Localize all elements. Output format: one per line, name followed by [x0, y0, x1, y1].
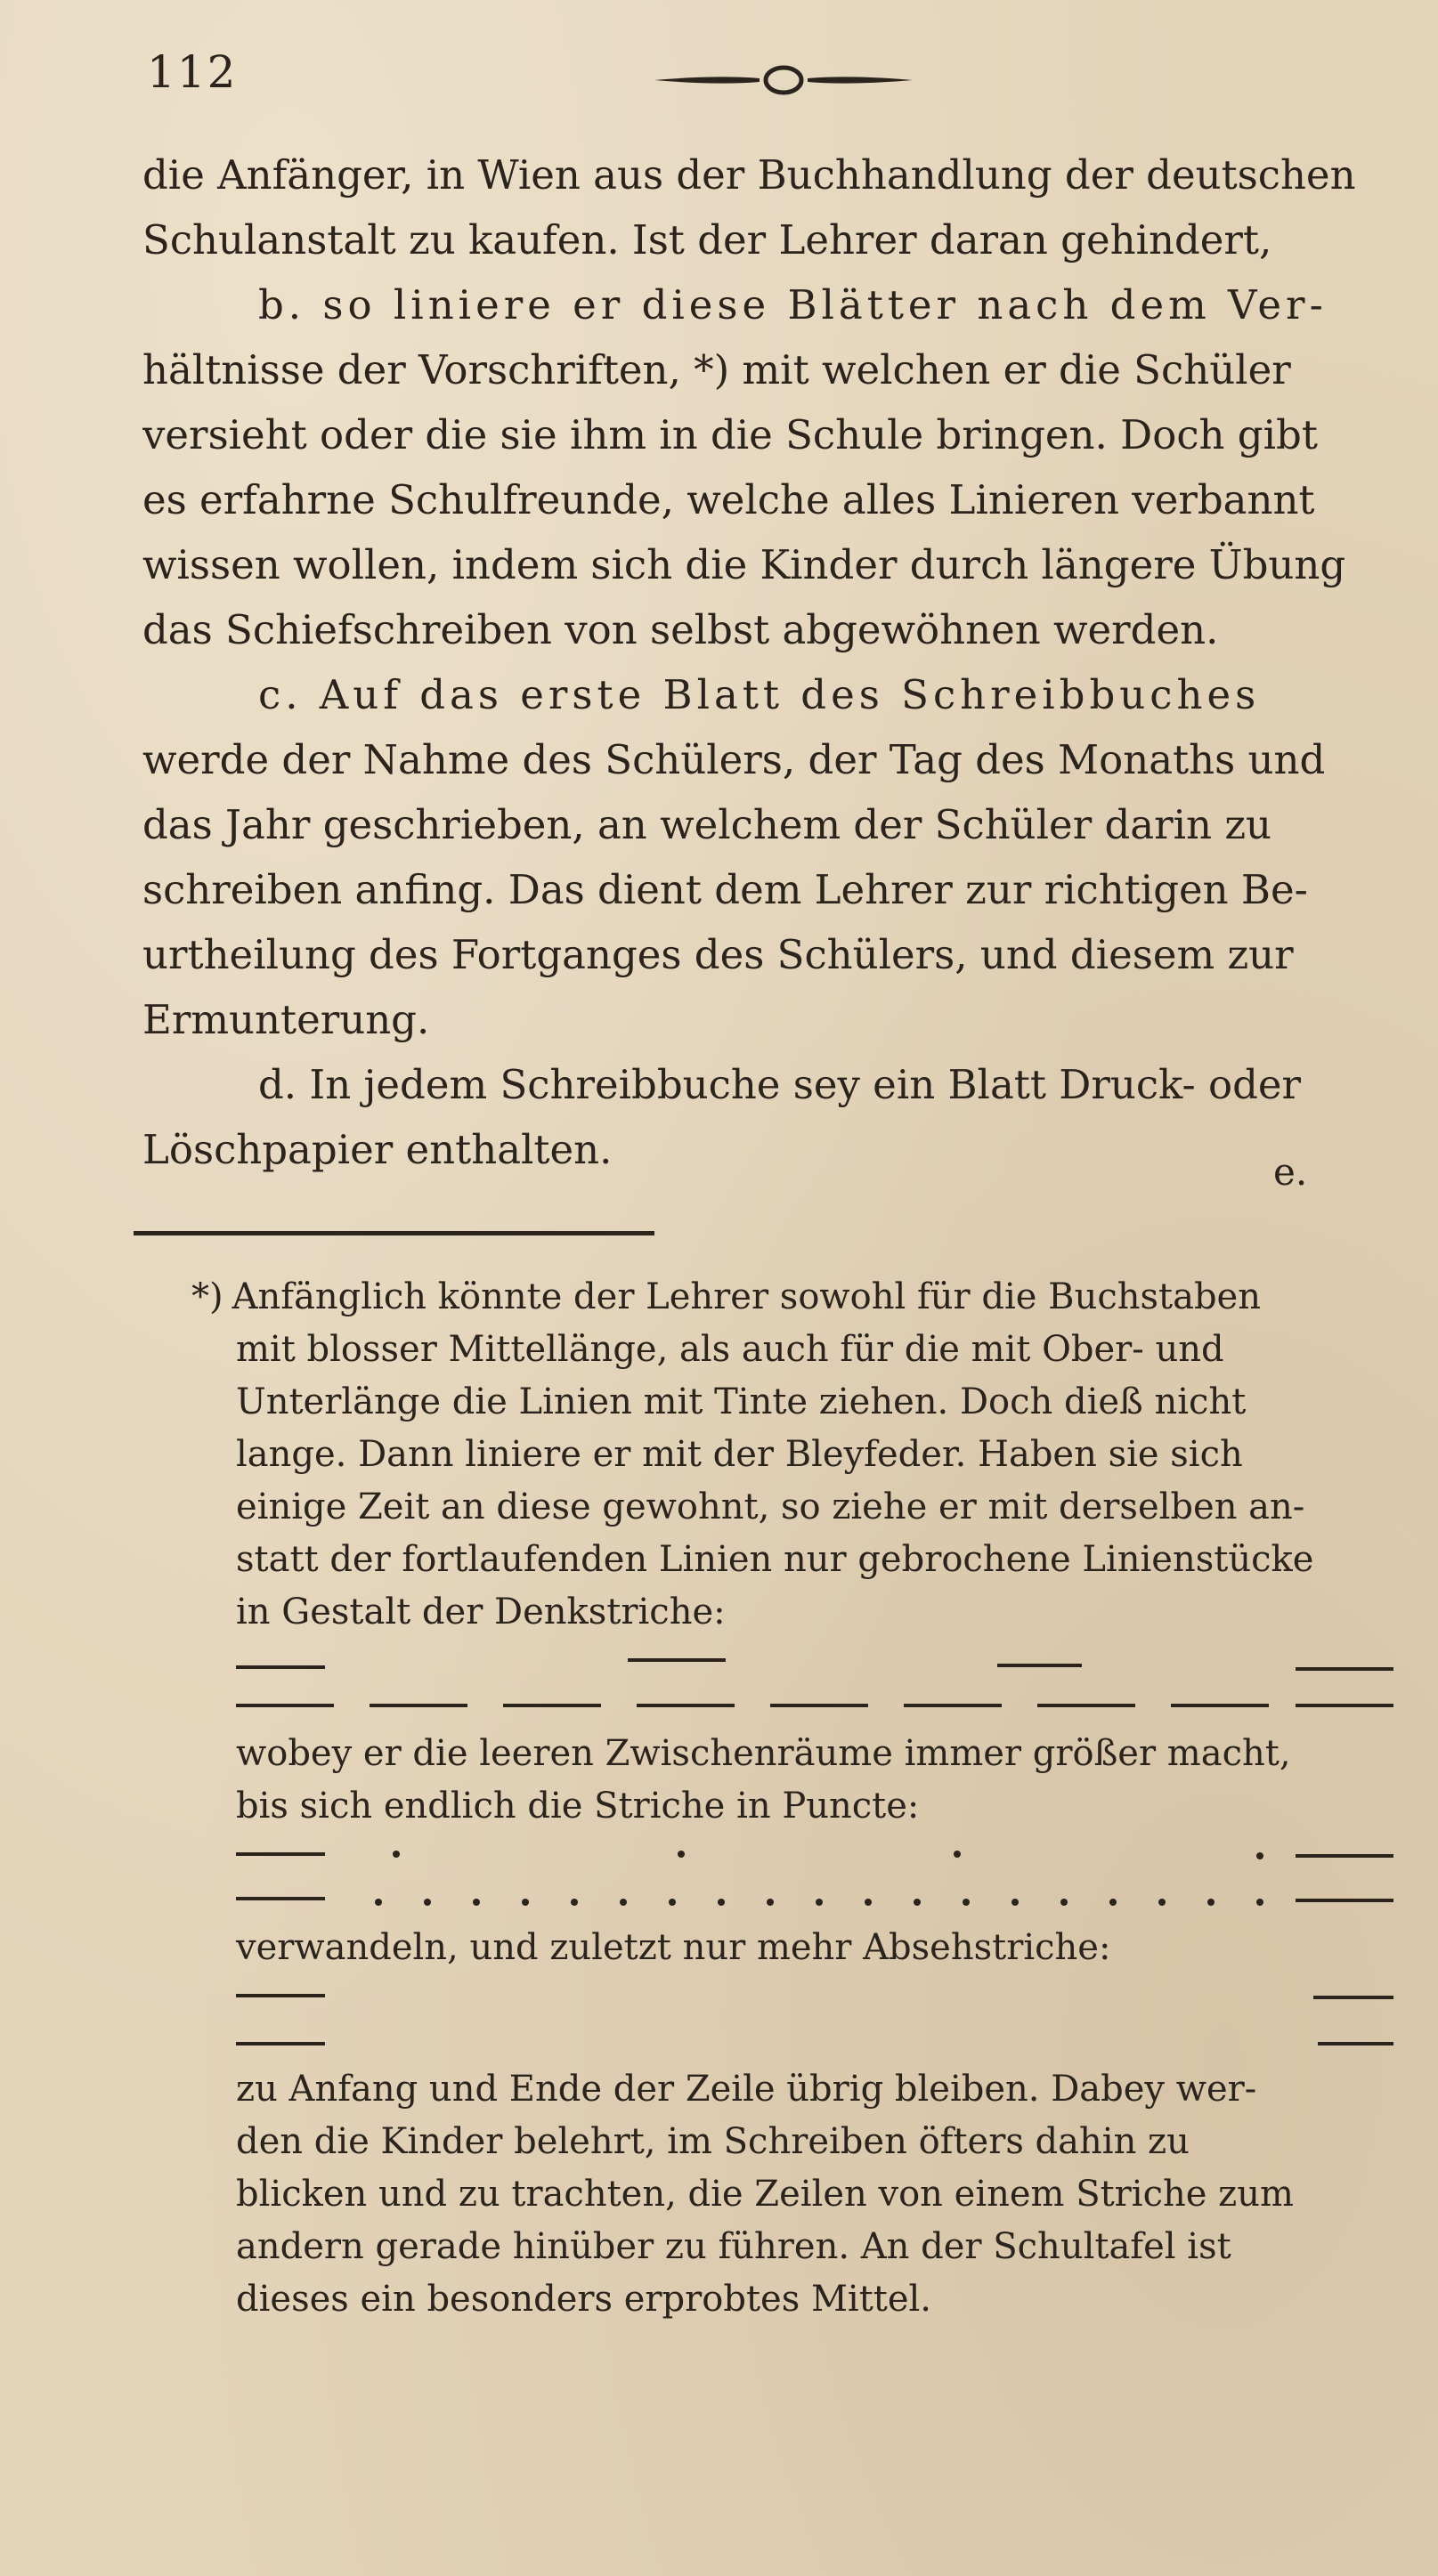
- footnote-text: Anfänglich könnte der Lehrer sowohl für die Buchstaben: [232, 1276, 1261, 1317]
- end-stroke-example-2: [236, 2019, 1393, 2063]
- footnote-line: lange. Dann liniere er mit der Bleyfeder. Haben sie sich: [236, 1434, 1243, 1475]
- dot-line-example-1: [236, 1833, 1393, 1877]
- end-stroke-example-1: [236, 1974, 1393, 2019]
- footnote-line: statt der fortlaufenden Linien nur gebrochene Linienstücke: [236, 1539, 1314, 1580]
- footnote-line: [191, 1271, 1393, 1324]
- footnote-line: einige Zeit an diese gewohnt, so ziehe er mit derselben an-: [236, 1486, 1305, 1527]
- text-line: die Anfänger, in Wien aus der Buchhandlung der deutschen: [142, 151, 1356, 198]
- footnote-line: zu Anfang und Ende der Zeile übrig bleiben. Dabey wer-: [236, 2069, 1257, 2110]
- footnote-rule: [134, 1231, 654, 1235]
- footnote-line: dieses ein besonders erprobtes Mittel.: [236, 2279, 932, 2320]
- text-line: b. so liniere er diese Blätter nach dem Ver-: [258, 281, 1328, 328]
- text-line: c. Auf das erste Blatt des Schreibbuches: [258, 671, 1261, 718]
- footnote-line: in Gestalt der Denkstriche:: [236, 1592, 726, 1632]
- dash-line-example-2: [236, 1683, 1393, 1728]
- text-line: das Schiefschreiben von selbst abgewöhnen werden.: [142, 606, 1219, 653]
- text-line: hältnisse der Vorschriften, *) mit welchen er die Schüler: [142, 346, 1291, 393]
- footnote-line: wobey er die leeren Zwischenräume immer größer macht,: [236, 1733, 1291, 1774]
- footnote-line: verwandeln, und zuletzt nur mehr Absehstriche:: [236, 1927, 1111, 1968]
- footnote-line: bis sich endlich die Striche in Puncte:: [236, 1786, 920, 1827]
- text-line: schreiben anfing. Das dient dem Lehrer zur richtigen Be-: [142, 866, 1308, 913]
- text-line: das Jahr geschrieben, an welchem der Schüler darin zu: [142, 801, 1272, 848]
- text-line: urtheilung des Fortganges des Schülers, und diesem zur: [142, 931, 1294, 978]
- main-text: [142, 142, 1407, 1182]
- header-ornament: [654, 62, 913, 98]
- text-line: Löschpapier enthalten.: [142, 1126, 613, 1173]
- footnote: [191, 1271, 1393, 2326]
- text-line: es erfahrne Schulfreunde, welche alles Linieren verbannt: [142, 476, 1315, 523]
- text-line: werde der Nahme des Schülers, der Tag des Monaths und: [142, 736, 1326, 783]
- footnote-line: blicken und zu trachten, die Zeilen von einem Striche zum: [236, 2174, 1294, 2215]
- dash-line-example-1: [236, 1639, 1393, 1683]
- text-line: Schulanstalt zu kaufen. Ist der Lehrer daran gehindert,: [142, 216, 1272, 263]
- footnote-line: den die Kinder belehrt, im Schreiben öfters dahin zu: [236, 2121, 1190, 2162]
- footnote-line: andern gerade hinüber zu führen. An der Schultafel ist: [236, 2226, 1231, 2267]
- text-line: wissen wollen, indem sich die Kinder durch längere Übung: [142, 541, 1346, 588]
- text-line: d. In jedem Schreibbuche sey ein Blatt Druck- oder: [258, 1061, 1302, 1108]
- catchword: e.: [1273, 1150, 1308, 1194]
- dot-line-example-2: [236, 1877, 1393, 1922]
- text-line: Ermunterung.: [142, 996, 430, 1043]
- footnote-line: mit blosser Mittellänge, als auch für die mit Ober- und: [236, 1329, 1224, 1370]
- page-header: [147, 46, 1393, 109]
- footnote-line: Unterlänge die Linien mit Tinte ziehen. Doch dieß nicht: [236, 1381, 1247, 1422]
- page-number: 112: [147, 46, 238, 98]
- footnote-marker: *): [191, 1276, 223, 1317]
- text-line: versieht oder die sie ihm in die Schule bringen. Doch gibt: [142, 411, 1318, 458]
